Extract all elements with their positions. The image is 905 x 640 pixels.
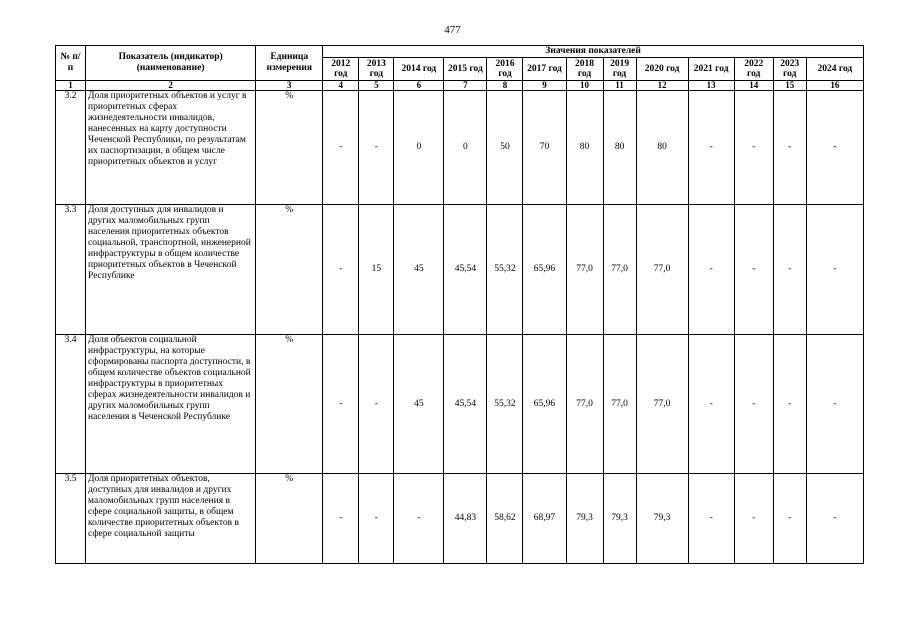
table-row xyxy=(56,474,864,564)
column-number: 8 xyxy=(487,81,523,91)
header-year: 2014 год xyxy=(394,58,444,81)
page-number: 477 xyxy=(444,24,461,36)
unit-cell: % xyxy=(256,91,323,205)
header-year: 2012 год xyxy=(323,58,359,81)
column-number: 4 xyxy=(323,81,359,91)
value-cell: 0 xyxy=(444,91,487,205)
indicators-table xyxy=(55,45,864,564)
value-cell: 77,0 xyxy=(566,335,603,474)
value-cell: - xyxy=(806,335,863,474)
value-cell: 45,54 xyxy=(444,335,487,474)
column-number: 15 xyxy=(773,81,806,91)
value-cell: - xyxy=(773,91,806,205)
header-unit: Единица измерения xyxy=(256,46,323,81)
indicator-name: Доля приоритетных объектов и услуг в приоритетных сферах жизнедеятельности инвалидов, нанесенных на карту доступности Чеченской Республики, по результатам их паспортизации, в общем числе приоритетных объектов и услуг xyxy=(86,91,256,205)
value-cell: 15 xyxy=(359,205,394,335)
column-number: 12 xyxy=(636,81,688,91)
value-cell: 80 xyxy=(566,91,603,205)
value-cell: - xyxy=(734,205,773,335)
header-year: 2018 год xyxy=(566,58,603,81)
value-cell: - xyxy=(359,91,394,205)
value-cell: 65,96 xyxy=(523,335,566,474)
value-cell: - xyxy=(688,335,734,474)
column-number: 11 xyxy=(603,81,636,91)
header-year: 2015 год xyxy=(444,58,487,81)
column-number: 5 xyxy=(359,81,394,91)
column-number: 6 xyxy=(394,81,444,91)
value-cell: - xyxy=(323,205,359,335)
column-numbers-row xyxy=(56,81,864,91)
unit-cell: % xyxy=(256,205,323,335)
column-number: 2 xyxy=(86,81,256,91)
value-cell: - xyxy=(688,474,734,564)
value-cell: 77,0 xyxy=(603,335,636,474)
header-year: 2024 год xyxy=(806,58,863,81)
value-cell: - xyxy=(806,91,863,205)
value-cell: 45,54 xyxy=(444,205,487,335)
header-year: 2019 год xyxy=(603,58,636,81)
value-cell: 65,96 xyxy=(523,205,566,335)
value-cell: - xyxy=(806,474,863,564)
value-cell: - xyxy=(734,335,773,474)
value-cell: - xyxy=(394,474,444,564)
value-cell: 70 xyxy=(523,91,566,205)
header-year: 2020 год xyxy=(636,58,688,81)
indicator-name: Доля приоритетных объектов, доступных для инвалидов и других маломобильных групп населения в сфере социальной защиты, в общем количестве приоритетных объектов в сфере социальной защиты xyxy=(86,474,256,564)
value-cell: - xyxy=(323,91,359,205)
header-year: 2013 год xyxy=(359,58,394,81)
value-cell: - xyxy=(688,205,734,335)
table-row xyxy=(56,205,864,335)
table-row xyxy=(56,91,864,205)
value-cell: 80 xyxy=(603,91,636,205)
value-cell: - xyxy=(359,335,394,474)
header-year: 2021 год xyxy=(688,58,734,81)
value-cell: 45 xyxy=(394,205,444,335)
value-cell: 79,3 xyxy=(566,474,603,564)
header-indicator: Показатель (индикатор) (наименование) xyxy=(86,46,256,81)
value-cell: 77,0 xyxy=(566,205,603,335)
value-cell: 45 xyxy=(394,335,444,474)
value-cell: 44,83 xyxy=(444,474,487,564)
header-year: 2016 год xyxy=(487,58,523,81)
value-cell: 0 xyxy=(394,91,444,205)
value-cell: 77,0 xyxy=(603,205,636,335)
value-cell: - xyxy=(359,474,394,564)
value-cell: 80 xyxy=(636,91,688,205)
value-cell: - xyxy=(806,205,863,335)
unit-cell: % xyxy=(256,335,323,474)
column-number: 10 xyxy=(566,81,603,91)
table-row xyxy=(56,335,864,474)
value-cell: 79,3 xyxy=(603,474,636,564)
value-cell: - xyxy=(323,474,359,564)
row-number: 3.2 xyxy=(56,91,86,205)
value-cell: - xyxy=(773,205,806,335)
column-number: 14 xyxy=(734,81,773,91)
indicator-name: Доля доступных для инвалидов и других маломобильных групп населения приоритетных объектов социальной, транспортной, инженерной инфраструктуры в общем количестве приоритетных объектов в Чеченской Республике xyxy=(86,205,256,335)
value-cell: - xyxy=(773,474,806,564)
header-year: 2022 год xyxy=(734,58,773,81)
value-cell: 58,62 xyxy=(487,474,523,564)
value-cell: 77,0 xyxy=(636,205,688,335)
column-number: 16 xyxy=(806,81,863,91)
value-cell: 77,0 xyxy=(636,335,688,474)
column-number: 13 xyxy=(688,81,734,91)
row-number: 3.3 xyxy=(56,205,86,335)
value-cell: 55,32 xyxy=(487,335,523,474)
row-number: 3.4 xyxy=(56,335,86,474)
value-cell: - xyxy=(734,474,773,564)
column-number: 3 xyxy=(256,81,323,91)
value-cell: - xyxy=(688,91,734,205)
header-no: № п/п xyxy=(56,46,86,81)
value-cell: - xyxy=(734,91,773,205)
unit-cell: % xyxy=(256,474,323,564)
header-year: 2017 год xyxy=(523,58,566,81)
header-values-group: Значения показателей xyxy=(323,46,864,58)
column-number: 9 xyxy=(523,81,566,91)
column-number: 1 xyxy=(56,81,86,91)
column-number: 7 xyxy=(444,81,487,91)
row-number: 3.5 xyxy=(56,474,86,564)
header-year: 2023 год xyxy=(773,58,806,81)
value-cell: 50 xyxy=(487,91,523,205)
value-cell: - xyxy=(323,335,359,474)
value-cell: - xyxy=(773,335,806,474)
value-cell: 79,3 xyxy=(636,474,688,564)
value-cell: 68,97 xyxy=(523,474,566,564)
value-cell: 55,32 xyxy=(487,205,523,335)
indicator-name: Доля объектов социальной инфраструктуры, на которые сформированы паспорта доступности, в общем количестве объектов социальной инфраструктуры в приоритетных сферах жизнедеятельности инвалидов и других маломобильных групп населения в Чеченской Республике xyxy=(86,335,256,474)
